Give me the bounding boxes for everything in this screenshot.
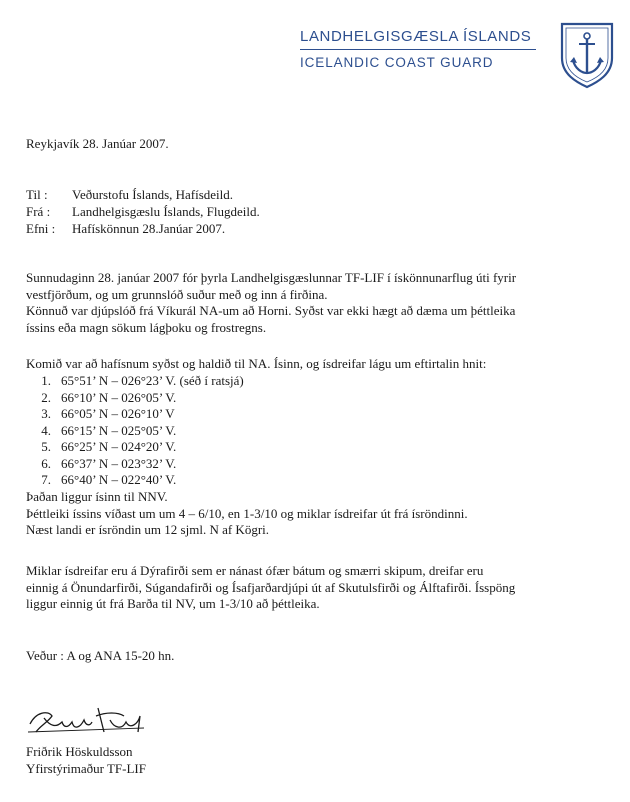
date-line: Reykjavík 28. Janúar 2007. bbox=[26, 136, 169, 151]
list-item: 5. 66°25’ N – 024°20’ V. bbox=[41, 439, 177, 454]
org-name-english: ICELANDIC COAST GUARD bbox=[300, 55, 494, 70]
weather-line: Veður : A og ANA 15-20 hn. bbox=[26, 648, 175, 663]
subject-value: Hafískönnun 28.Janúar 2007. bbox=[72, 221, 226, 236]
signatory-name: Friðrik Höskuldsson bbox=[26, 744, 133, 759]
body-line: Þéttleiki íssins víðast um um 4 – 6/10, en 1-3/10 og miklar ísdreifar út frá ísröndinni. bbox=[26, 505, 468, 521]
body-line: liggur einnig út frá Barða til NV, um 1-3/10 að þéttleika. bbox=[26, 596, 320, 611]
sender-line bbox=[26, 204, 260, 220]
body-line: Þaðan liggur ísinn til NNV. bbox=[26, 489, 168, 504]
letterhead-divider bbox=[300, 49, 536, 50]
body-line: vestfjörðum, og um grunnslóð suður með og inn á firðina. bbox=[26, 286, 328, 302]
body-line: Sunnudaginn 28. janúar 2007 fór þyrla Landhelgisgæslunnar TF-LIF í ískönnunarflug úti fyrir bbox=[26, 270, 517, 285]
recipient-line bbox=[26, 187, 233, 203]
coordinate-list bbox=[26, 373, 244, 489]
sender-value: Landhelgisgæslu Íslands, Flugdeild. bbox=[72, 204, 260, 219]
list-item: 7. 66°40’ N – 022°40’ V. bbox=[41, 472, 177, 487]
body-line: Könnuð var djúpslóð frá Víkurál NA-um að Horni. Syðst var ekki hægt að dæma um þéttleika bbox=[26, 303, 516, 318]
body-paragraph-fjords bbox=[26, 563, 515, 613]
body-line: einnig á Önundarfirði, Súgandafirði og Ísafjarðardjúpi út af Skutulsfirði og Álftafirði. Ísspöng bbox=[26, 579, 516, 595]
handwritten-signature bbox=[26, 702, 166, 740]
body-line: Næst landi er ísröndin um 12 sjml. N af Kögri. bbox=[26, 522, 270, 537]
recipient-label: Til : bbox=[26, 187, 48, 202]
list-item: 4. 66°15’ N – 025°05’ V. bbox=[41, 422, 177, 438]
subject-label: Efni : bbox=[26, 221, 56, 236]
letterhead bbox=[300, 20, 620, 100]
org-name-icelandic: LANDHELGISGÆSLA ÍSLANDS bbox=[300, 28, 532, 45]
body-line: íssins eða magn sökum lágþoku og frostregns. bbox=[26, 319, 267, 335]
body-line: Miklar ísdreifar eru á Dýrafirði sem er nánast ófær bátum og smærri skipum, dreifar eru bbox=[26, 563, 484, 578]
recipient-value: Veðurstofu Íslands, Hafísdeild. bbox=[72, 187, 234, 202]
list-item: 1. 65°51’ N – 026°23’ V. (séð í ratsjá) bbox=[41, 373, 244, 388]
body-paragraph-ice-density bbox=[26, 489, 468, 539]
sender-label: Frá : bbox=[26, 204, 51, 219]
body-paragraph-coordinates-intro: Komið var að hafísnum syðst og haldið til NA. Ísinn, og ísdreifar lágu um eftirtalin hnit: bbox=[26, 356, 487, 371]
list-item: 2. 66°10’ N – 026°05’ V. bbox=[41, 389, 177, 405]
list-item: 3. 66°05’ N – 026°10’ V bbox=[41, 406, 175, 421]
anchor-shield-icon bbox=[558, 20, 616, 90]
list-item: 6. 66°37’ N – 023°32’ V. bbox=[41, 455, 177, 471]
subject-line bbox=[26, 221, 225, 237]
body-paragraph-survey bbox=[26, 270, 516, 336]
signatory-title: Yfirstýrimaður TF-LIF bbox=[26, 761, 146, 776]
